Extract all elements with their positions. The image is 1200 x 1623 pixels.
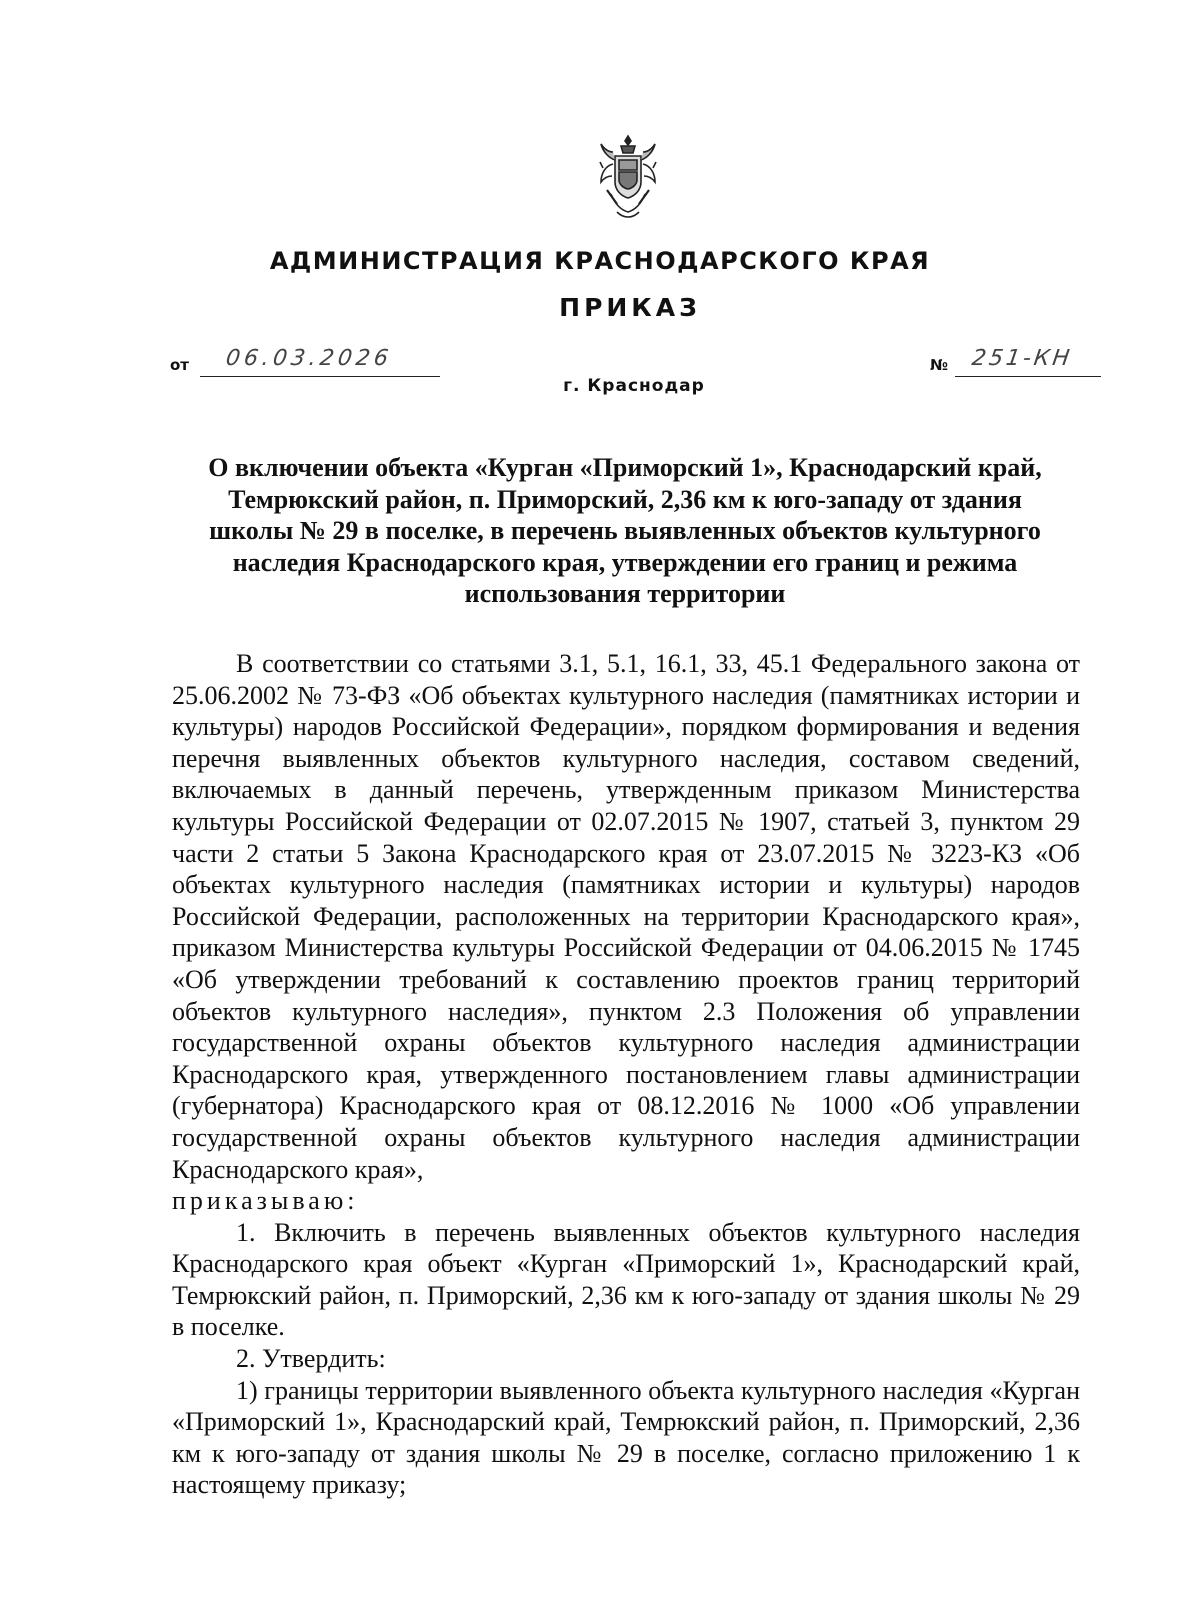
item-1-paragraph: 1. Включить в перечень выявленных объектов культурного наследия Краснодарского края объект «Курган «Приморский 1», Краснодарский край, Темрюкский район, п. Приморский, 2,36 км к юго-западу от здания школы № 29 в поселке. [172, 1217, 1080, 1342]
document-body [172, 648, 1080, 1501]
order-word: приказываю: [172, 1186, 359, 1216]
handwritten-date: 06.03.2026 [224, 346, 394, 371]
title-line: Темрюкский район, п. Приморский, 2,36 км к юго-западу от здания [228, 484, 1022, 514]
title-line: наследия Краснодарского края, утверждении его границ и режима [232, 547, 1018, 577]
number-label: № [930, 356, 949, 374]
title-line: школы № 29 в поселке, в перечень выявленных объектов культурного [209, 516, 1041, 545]
city-name: г. Краснодар [563, 376, 705, 396]
document-type: ПРИКАЗ [559, 293, 701, 322]
title-line: использования территории [464, 579, 786, 608]
item-2-1-paragraph: 1) границы территории выявленного объекта культурного наследия «Курган «Приморский 1», Краснодарский край, Темрюкский район, п. Приморский, 2,36 км к юго-западу от здания школы № 29 в поселке, согласно приложению 1 к настоящему приказу; [172, 1375, 1080, 1500]
item-2-paragraph: 2. Утвердить: [236, 1344, 386, 1374]
document-title [160, 452, 1090, 610]
handwritten-number: 251-КН [970, 346, 1074, 371]
title-line: О включении объекта «Курган «Приморский 1», Краснодарский край, [208, 453, 1042, 482]
preamble-paragraph: В соответствии со статьями 3.1, 5.1, 16.1, 33, 45.1 Федерального закона от 25.06.2002 № 73-ФЗ «Об объектах культурного наследия (памятниках истории и культуры) народов Российской Федерации», порядком формирования и ведения перечня выявленных объектов культурного наследия, составом сведений, включаемых в данный перечень, утвержденным приказом Министерства культуры Российской Федерации от 02.07.2015 № 1907, статьей 3, пунктом 29 части 2 статьи 5 Закона Краснодарского края от 23.07.2015 № 3223-КЗ «Об объектах культурного наследия (памятниках истории и культуры) народов Российской Федерации, расположенных на территории Краснодарского края», приказом Министерства культуры Российской Федерации от 04.06.2015 № 1745 «Об утверждении требований к составлению проектов границ территорий объектов культурного наследия», пунктом 2.3 Положения об управлении государственной охраны объектов культурного наследия администрации Краснодарского края, утвержденного постановлением главы администрации (губернатора) Краснодарского края от 08.12.2016 № 1000 «Об управлении государственной охраны объектов культурного наследия администрации Краснодарского края», [172, 649, 1080, 1184]
date-label: от [170, 356, 189, 374]
organization-name: АДМИНИСТРАЦИЯ КРАСНОДАРСКОГО КРАЯ [269, 247, 931, 275]
coat-of-arms-icon [597, 134, 659, 220]
